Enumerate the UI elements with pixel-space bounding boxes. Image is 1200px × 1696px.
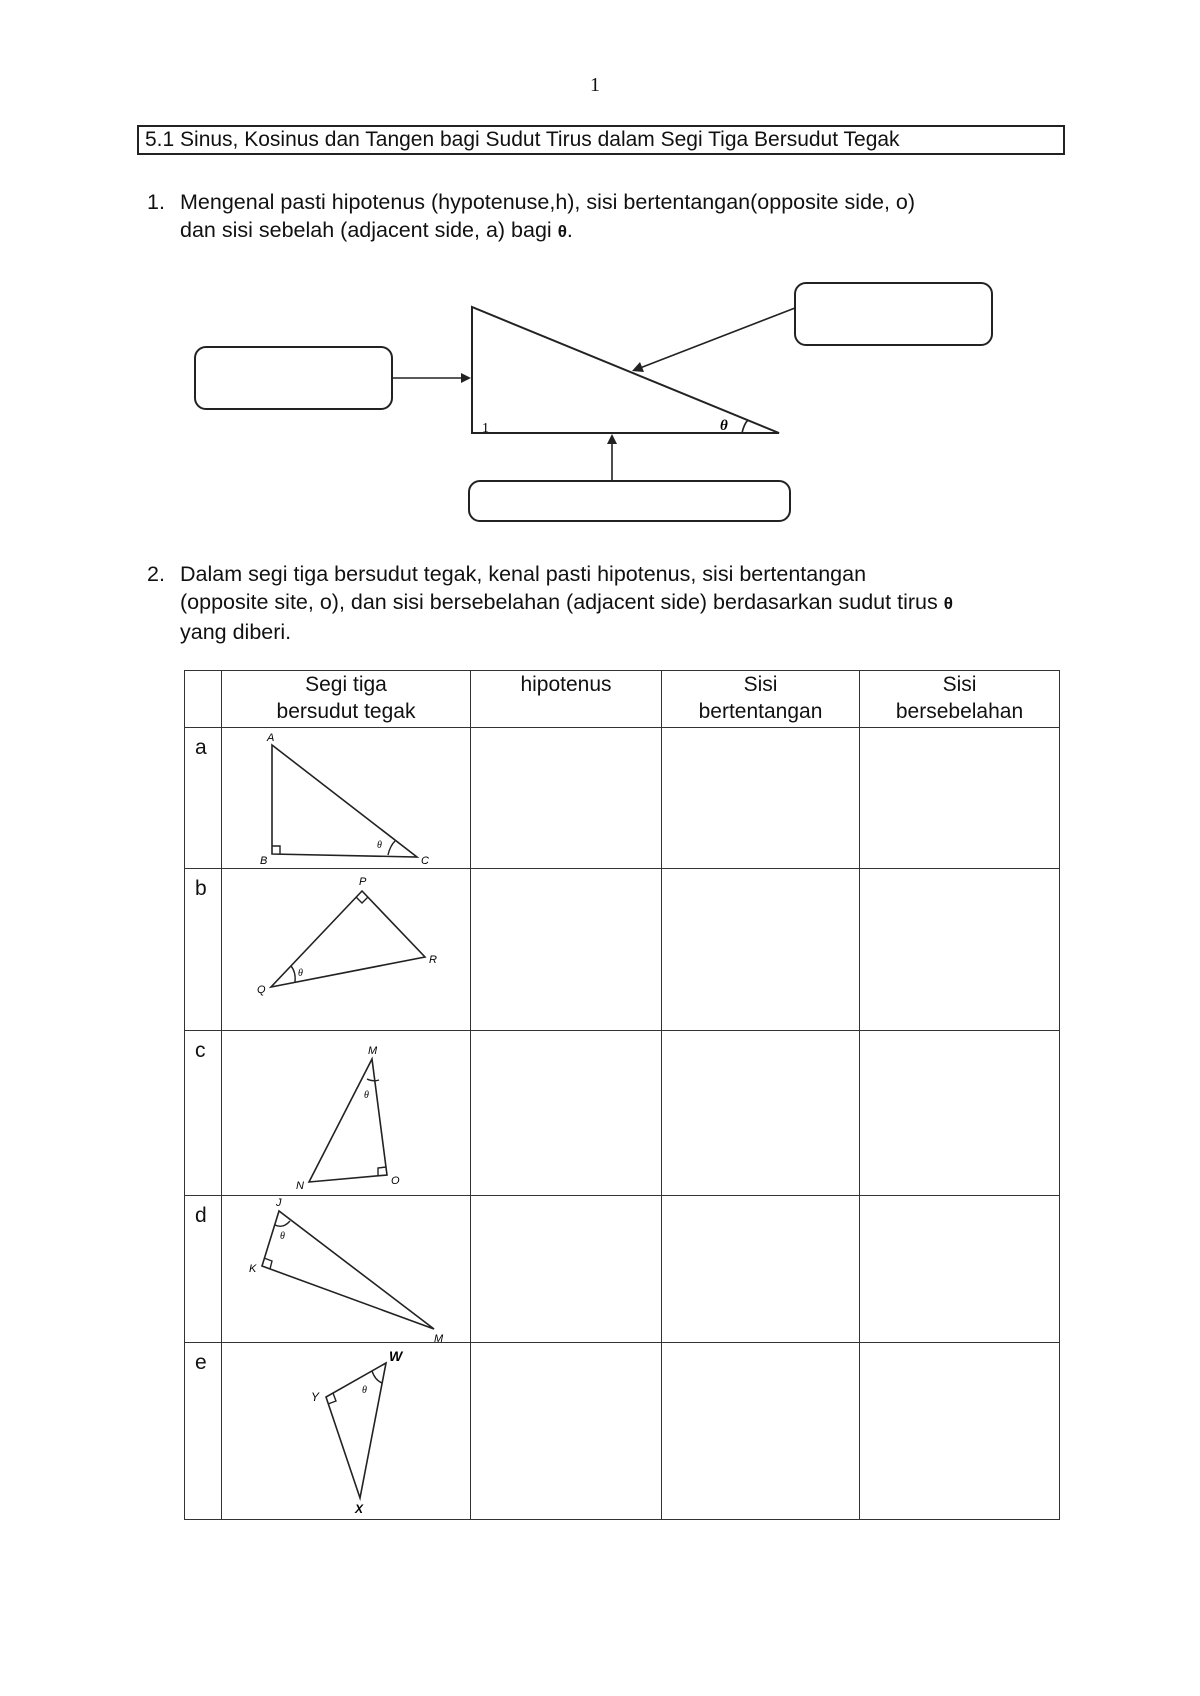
arrowhead-left bbox=[461, 373, 471, 383]
question-2 bbox=[147, 560, 1067, 650]
header-adjacent bbox=[860, 671, 1060, 728]
answer-box-left[interactable] bbox=[195, 347, 392, 409]
angle-arc bbox=[388, 841, 395, 855]
header-label bbox=[185, 671, 222, 728]
row-label: d bbox=[185, 1196, 222, 1343]
vertex-label: Q bbox=[257, 984, 266, 996]
table-row bbox=[185, 869, 1060, 1031]
angle-arc bbox=[367, 1079, 379, 1081]
table-header-row bbox=[185, 671, 1060, 728]
angle-arc bbox=[742, 420, 748, 433]
question-2-text bbox=[180, 560, 953, 646]
triangle-jkm bbox=[222, 1196, 471, 1343]
angle-label: θ bbox=[364, 1090, 369, 1101]
table-row bbox=[185, 728, 1060, 869]
angle-label: θ bbox=[720, 418, 728, 434]
right-angle-marker bbox=[272, 846, 280, 854]
labelling-diagram bbox=[0, 0, 1200, 560]
section-title: 5.1 Sinus, Kosinus dan Tangen bagi Sudut Tirus dalam Segi Tiga Bersudut Tegak bbox=[137, 125, 1065, 155]
angle-label: θ bbox=[377, 840, 382, 851]
triangle-figure-cell bbox=[222, 869, 471, 1031]
triangle-figure-cell bbox=[222, 728, 471, 869]
header-opposite-text: Sisi bertentangan bbox=[698, 673, 823, 723]
answer-cell-hypotenuse[interactable] bbox=[471, 1196, 662, 1343]
triangle-figure-cell bbox=[222, 1196, 471, 1343]
question-2-line-3: yang diberi. bbox=[180, 620, 292, 644]
answer-cell-adjacent[interactable] bbox=[860, 869, 1060, 1031]
arrowhead-bottom bbox=[607, 434, 617, 444]
angle-label: θ bbox=[298, 968, 303, 979]
angle-arc bbox=[372, 1371, 382, 1383]
header-triangle-text: Segi tiga bersudut tegak bbox=[276, 673, 416, 723]
answer-cell-adjacent[interactable] bbox=[860, 1343, 1060, 1520]
answer-box-top-right[interactable] bbox=[795, 283, 992, 345]
vertex-label: P bbox=[359, 876, 367, 888]
table-row bbox=[185, 1343, 1060, 1520]
triangle-shape bbox=[272, 745, 417, 857]
answer-cell-adjacent[interactable] bbox=[860, 1196, 1060, 1343]
answer-cell-hypotenuse[interactable] bbox=[471, 869, 662, 1031]
answer-cell-hypotenuse[interactable] bbox=[471, 728, 662, 869]
vertex-label: A bbox=[267, 732, 275, 744]
angle-label: θ bbox=[280, 1231, 285, 1242]
right-angle-mark: 1 bbox=[482, 421, 489, 436]
table-row bbox=[185, 1031, 1060, 1196]
row-label: a bbox=[185, 728, 222, 869]
vertex-label: R bbox=[429, 954, 437, 966]
main-triangle bbox=[472, 307, 779, 433]
arrow-top-right bbox=[640, 308, 795, 368]
answer-cell-opposite[interactable] bbox=[662, 869, 860, 1031]
vertex-label: N bbox=[296, 1180, 304, 1192]
triangle-figure-cell bbox=[222, 1031, 471, 1196]
vertex-label: W bbox=[389, 1348, 403, 1364]
triangle-shape bbox=[262, 1211, 434, 1329]
vertex-label: B bbox=[260, 855, 268, 867]
question-2-line-2-text: (opposite site, o), dan sisi bersebelahan (adjacent side) berdasarkan sudut tirus bbox=[180, 590, 944, 614]
triangle-wyx bbox=[222, 1343, 471, 1520]
answer-cell-opposite[interactable] bbox=[662, 1343, 860, 1520]
theta-symbol: θ bbox=[557, 222, 567, 241]
vertex-label: O bbox=[391, 1175, 400, 1187]
row-label: b bbox=[185, 869, 222, 1031]
row-label: c bbox=[185, 1031, 222, 1196]
theta-symbol: θ bbox=[943, 594, 953, 613]
question-1-number: 1. bbox=[147, 190, 165, 214]
triangle-abc bbox=[222, 728, 471, 869]
triangle-table bbox=[184, 670, 1060, 1520]
triangle-mno bbox=[222, 1031, 471, 1196]
answer-cell-opposite[interactable] bbox=[662, 728, 860, 869]
vertex-label: J bbox=[276, 1197, 282, 1209]
header-adjacent-text: Sisi bersebelahan bbox=[895, 673, 1024, 723]
answer-cell-opposite[interactable] bbox=[662, 1196, 860, 1343]
answer-cell-adjacent[interactable] bbox=[860, 1031, 1060, 1196]
question-1-line-2-end: . bbox=[566, 218, 573, 242]
question-2-number: 2. bbox=[147, 562, 165, 586]
angle-label: θ bbox=[362, 1385, 367, 1396]
question-1-line-2-text: dan sisi sebelah (adjacent side, a) bagi bbox=[180, 218, 558, 242]
table-row bbox=[185, 1196, 1060, 1343]
answer-cell-hypotenuse[interactable] bbox=[471, 1031, 662, 1196]
right-angle-marker bbox=[356, 897, 368, 903]
header-hypotenuse bbox=[471, 671, 662, 728]
vertex-label: X bbox=[355, 1502, 364, 1516]
angle-arc bbox=[275, 1221, 290, 1226]
question-2-line-2 bbox=[180, 588, 953, 618]
answer-cell-opposite[interactable] bbox=[662, 1031, 860, 1196]
header-triangle bbox=[222, 671, 471, 728]
vertex-label: C bbox=[421, 855, 429, 867]
triangle-figure-cell bbox=[222, 1343, 471, 1520]
triangle-shape bbox=[309, 1059, 387, 1182]
row-label: e bbox=[185, 1343, 222, 1520]
header-hypotenuse-text: hipotenus bbox=[520, 673, 612, 696]
answer-cell-adjacent[interactable] bbox=[860, 728, 1060, 869]
triangle-shape bbox=[326, 1363, 386, 1498]
vertex-label: M bbox=[434, 1333, 444, 1343]
angle-arc bbox=[291, 966, 295, 982]
question-2-line-1: Dalam segi tiga bersudut tegak, kenal pasti hipotenus, sisi bertentangan bbox=[180, 562, 867, 586]
question-1-line-1: Mengenal pasti hipotenus (hypotenuse,h), sisi bertentangan(opposite side, o) bbox=[180, 190, 916, 214]
vertex-label: Y bbox=[311, 1390, 320, 1404]
page-number: 1 bbox=[590, 74, 600, 96]
vertex-label: K bbox=[249, 1263, 257, 1275]
answer-box-bottom[interactable] bbox=[469, 481, 790, 521]
header-opposite bbox=[662, 671, 860, 728]
answer-cell-hypotenuse[interactable] bbox=[471, 1343, 662, 1520]
triangle-pqr bbox=[222, 869, 471, 1031]
vertex-label: M bbox=[368, 1045, 378, 1057]
